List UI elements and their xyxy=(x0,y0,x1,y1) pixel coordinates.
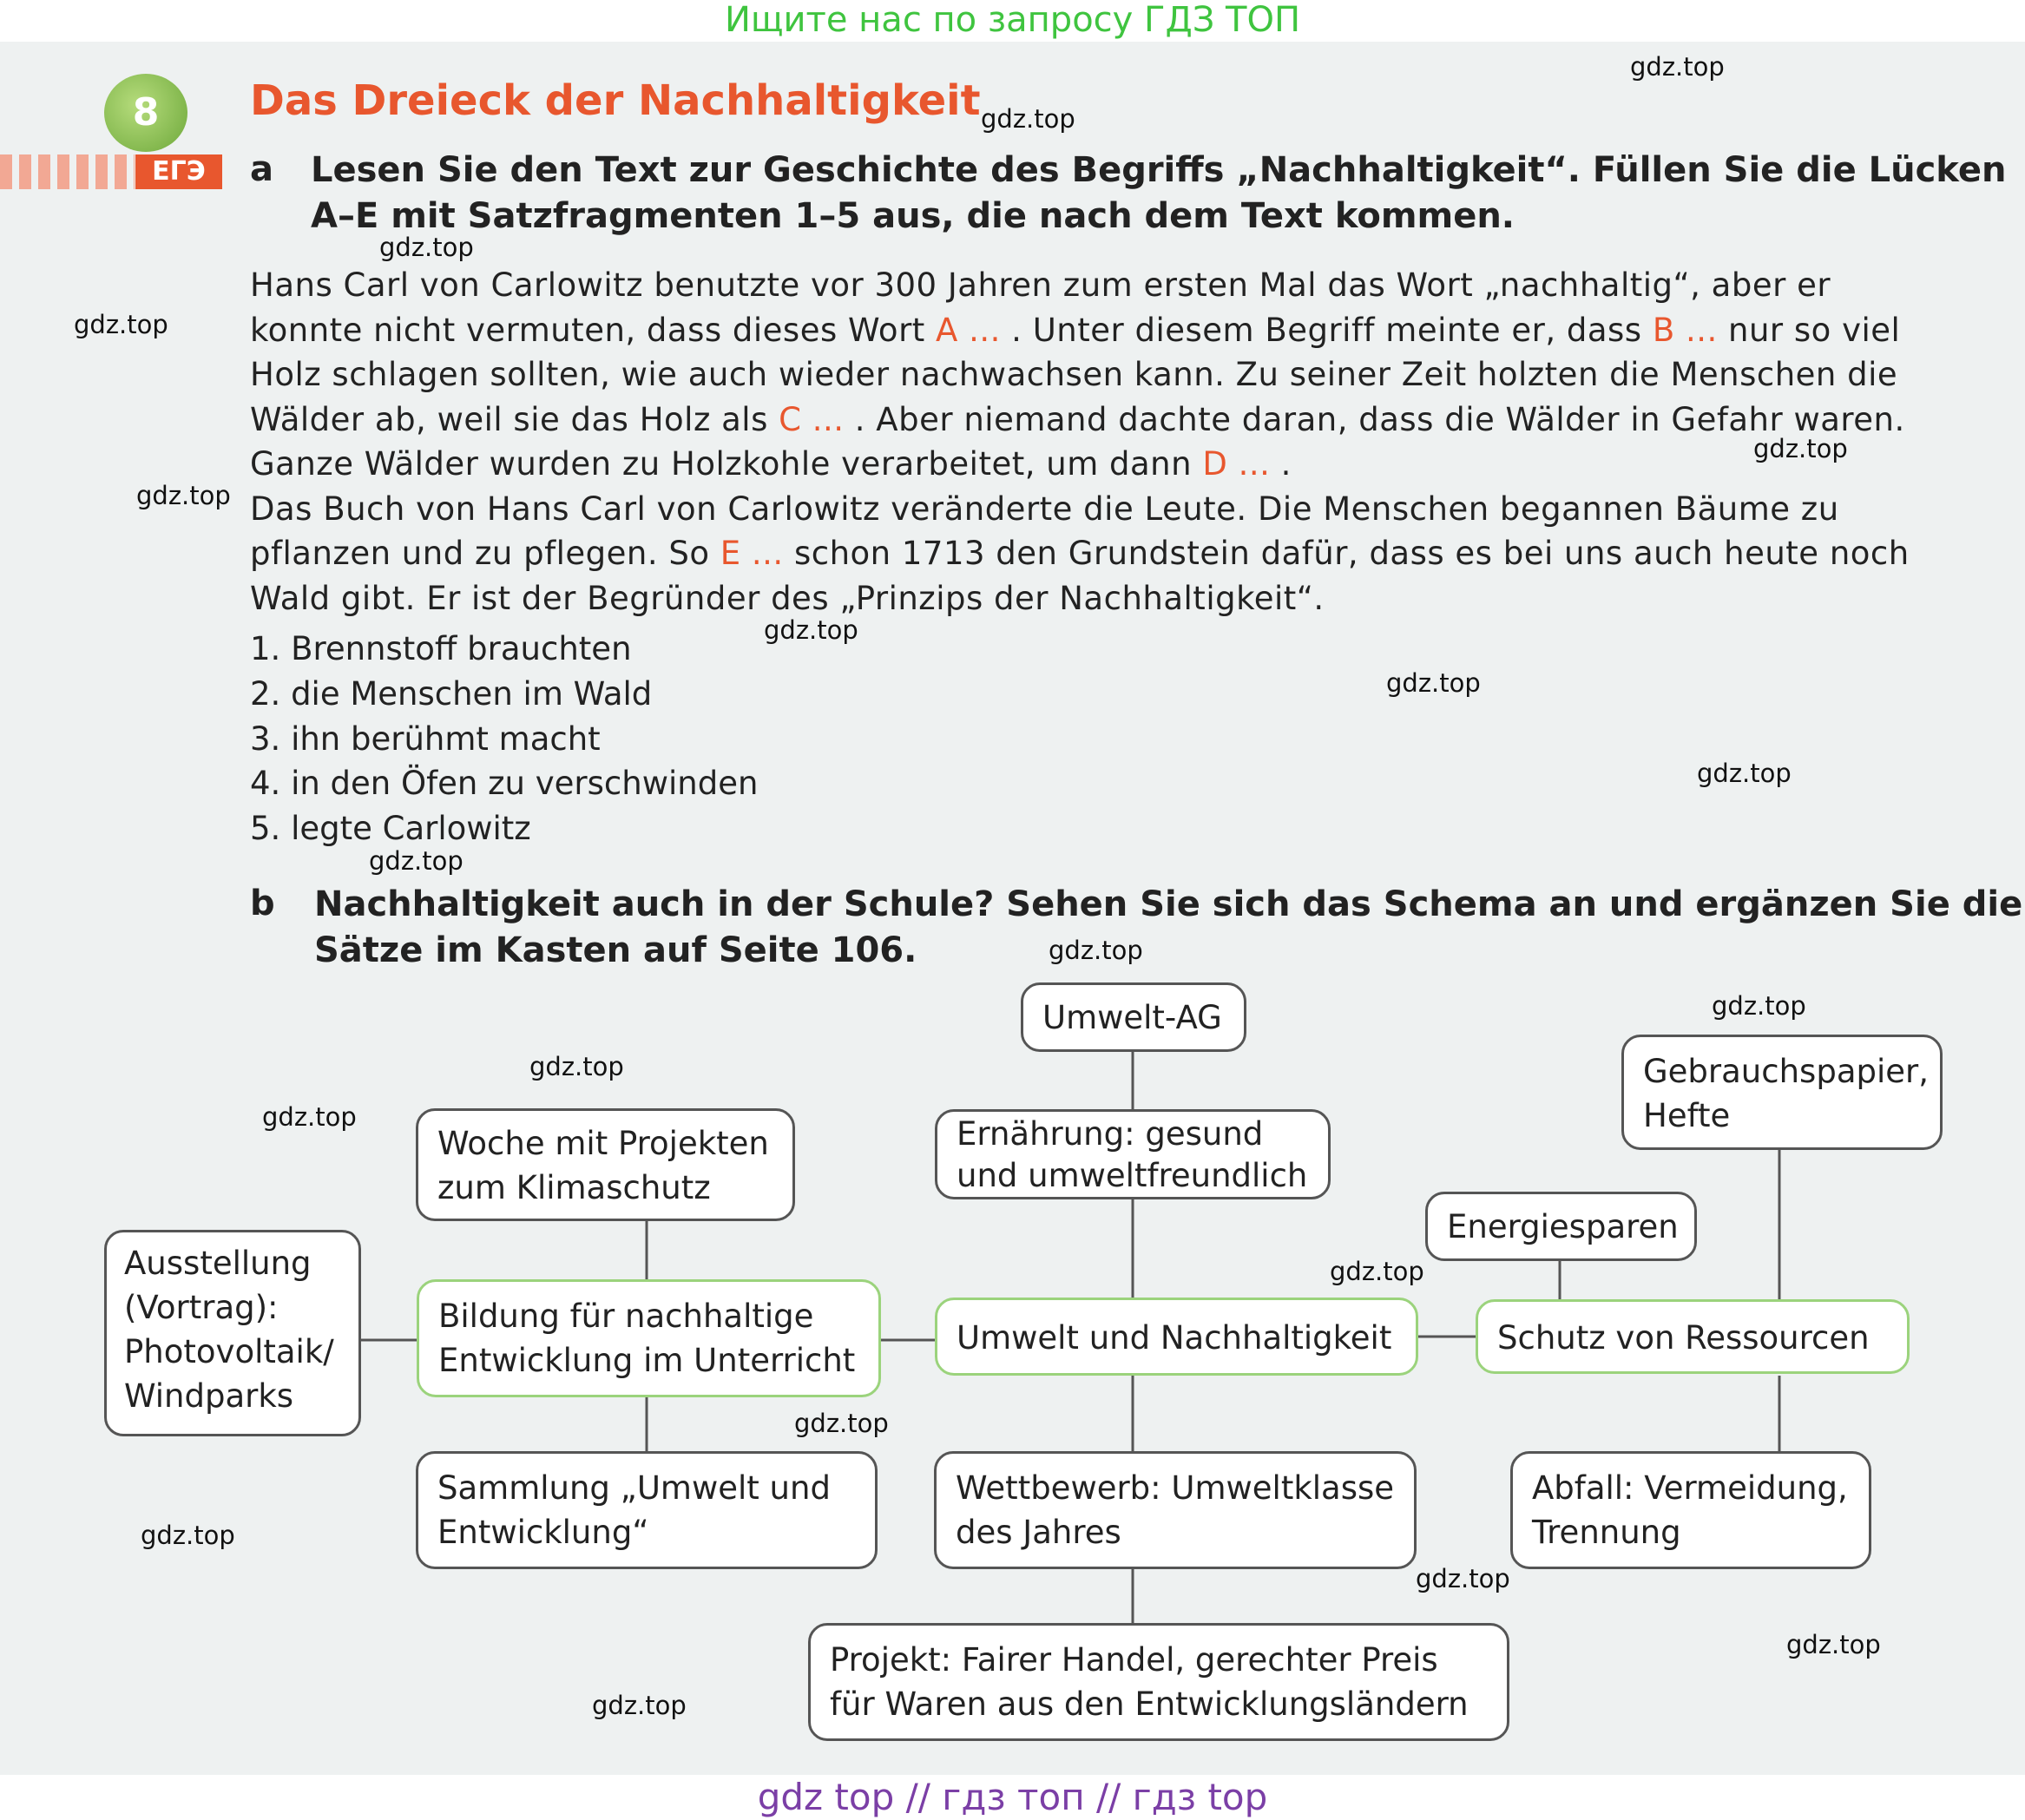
box-umwelt-ag xyxy=(1021,982,1246,1052)
fragment-item: 2. die Menschen im Wald xyxy=(250,675,653,713)
gap-e: E ... xyxy=(720,535,784,572)
box-bildung xyxy=(417,1279,881,1397)
box-label: Projekt: Fairer Handel, gerechter Preis xyxy=(830,1641,1438,1679)
watermark: gdz.top xyxy=(379,233,474,262)
gap-a: A ... xyxy=(936,312,1001,349)
watermark: gdz.top xyxy=(1753,434,1848,463)
watermark: gdz.top xyxy=(794,1409,889,1438)
box-sammlung xyxy=(416,1451,878,1569)
box-label: zum Klimaschutz xyxy=(437,1169,711,1206)
gap-b: B ... xyxy=(1652,312,1718,349)
watermark: gdz.top xyxy=(1697,759,1792,788)
top-banner: Ищите нас по запросу ГДЗ ТОП xyxy=(724,0,1301,40)
watermark: gdz.top xyxy=(1416,1564,1510,1593)
box-label: (Vortrag): xyxy=(124,1289,279,1326)
watermark: gdz.top xyxy=(1630,52,1725,82)
text-fragment: konnte nicht vermuten, dass dieses Wort xyxy=(250,312,937,349)
box-label: Windparks xyxy=(124,1377,294,1415)
box-label: Entwicklung“ xyxy=(437,1514,649,1551)
box-label: Hefte xyxy=(1643,1097,1731,1134)
watermark: gdz.top xyxy=(529,1052,624,1081)
watermark: gdz.top xyxy=(1330,1257,1424,1286)
box-wettbewerb xyxy=(934,1451,1417,1569)
task-a-instruction-line1: Lesen Sie den Text zur Geschichte des Begriffs „Nachhaltigkeit“. Füllen Sie die Lücken xyxy=(311,150,2007,190)
box-woche-klimaschutz xyxy=(416,1108,795,1221)
text-fragment: schon 1713 den Grundstein dafür, dass es bei uns auch heute noch xyxy=(783,535,1910,572)
box-label: Ausstellung xyxy=(124,1245,312,1282)
box-gebrauchspapier xyxy=(1621,1035,1943,1150)
text-fragment: nur so viel xyxy=(1717,312,1901,349)
box-label: Umwelt-AG xyxy=(1042,999,1222,1036)
box-ausstellung xyxy=(104,1230,361,1436)
task-a-letter: a xyxy=(250,149,273,189)
task-b-letter: b xyxy=(250,884,275,923)
watermark: gdz.top xyxy=(764,615,858,645)
text-fragment: Ganze Wälder wurden zu Holzkohle verarbeitet, um dann xyxy=(250,445,1203,483)
watermark: gdz.top xyxy=(141,1521,235,1550)
text-line: Hans Carl von Carlowitz benutzte vor 300 Jahren zum ersten Mal das Wort „nachhaltig“, aber er xyxy=(250,266,1831,304)
box-label: Abfall: Vermeidung, xyxy=(1532,1469,1848,1507)
watermark: gdz.top xyxy=(74,310,168,339)
gap-d: D ... xyxy=(1202,445,1271,483)
box-label: des Jahres xyxy=(956,1514,1121,1551)
box-label: Umwelt und Nachhaltigkeit xyxy=(957,1319,1392,1357)
box-label: Energiesparen xyxy=(1447,1208,1679,1245)
bottom-banner: gdz top // гдз топ // гдз top xyxy=(757,1776,1268,1818)
box-label: Ernährung: gesund xyxy=(957,1115,1264,1153)
box-ernaehrung xyxy=(935,1109,1331,1199)
fragment-item: 3. ihn berühmt macht xyxy=(250,720,601,758)
box-label: Entwicklung im Unterricht xyxy=(438,1342,856,1379)
text-fragment: . Unter diesem Begriff meinte er, dass xyxy=(1000,312,1653,349)
box-abfall xyxy=(1510,1451,1871,1569)
watermark: gdz.top xyxy=(1049,936,1143,965)
text-line: Holz schlagen sollten, wie auch wieder nachwachsen kann. Zu seiner Zeit holzten die Menschen die xyxy=(250,356,1898,393)
watermark: gdz.top xyxy=(369,846,464,876)
box-label: Bildung für nachhaltige xyxy=(438,1298,814,1335)
box-label: und umweltfreundlich xyxy=(957,1157,1308,1194)
box-label: Photovoltaik/ xyxy=(124,1333,334,1370)
text-line: Wald gibt. Er ist der Begründer des „Prinzips der Nachhaltigkeit“. xyxy=(250,580,1325,617)
watermark: gdz.top xyxy=(136,481,231,510)
task-b-instruction-line2: Sätze im Kasten auf Seite 106. xyxy=(314,930,917,970)
chapter-number-badge: 8 xyxy=(104,74,187,152)
box-label: Gebrauchspapier, xyxy=(1643,1053,1929,1090)
chapter-title: Das Dreieck der Nachhaltigkeit xyxy=(250,76,981,125)
box-umwelt-nachhaltigkeit xyxy=(935,1298,1418,1376)
watermark: gdz.top xyxy=(1712,991,1806,1021)
text-line: Das Buch von Hans Carl von Carlowitz veränderte die Leute. Die Menschen begannen Bäume zu xyxy=(250,490,1839,528)
text-fragment: . Aber niemand dachte daran, dass die Wälder in Gefahr waren. xyxy=(844,401,1905,438)
watermark: gdz.top xyxy=(1786,1630,1881,1659)
gap-c: C ... xyxy=(779,401,845,438)
watermark: gdz.top xyxy=(981,104,1075,134)
text-fragment: Wälder ab, weil sie das Holz als xyxy=(250,401,779,438)
ege-badge: ЕГЭ xyxy=(135,154,222,189)
box-energiesparen xyxy=(1425,1192,1697,1261)
box-label: Trennung xyxy=(1532,1514,1681,1551)
fragment-item: 1. Brennstoff brauchten xyxy=(250,630,632,667)
box-label: Schutz von Ressourcen xyxy=(1497,1319,1870,1357)
fragment-item: 5. legte Carlowitz xyxy=(250,810,531,847)
box-projekt-fairer-handel xyxy=(808,1623,1509,1741)
text-fragment: . xyxy=(1270,445,1292,483)
box-schutz-ressourcen xyxy=(1476,1299,1910,1374)
watermark: gdz.top xyxy=(592,1691,687,1720)
task-b-instruction-line1: Nachhaltigkeit auch in der Schule? Sehen Sie sich das Schema an und ergänzen Sie die xyxy=(314,884,2023,924)
fragment-item: 4. in den Öfen zu verschwinden xyxy=(250,765,759,802)
box-label: für Waren aus den Entwicklungsländern xyxy=(830,1685,1469,1723)
box-label: Woche mit Projekten xyxy=(437,1125,769,1162)
watermark: gdz.top xyxy=(1386,668,1481,698)
box-label: Wettbewerb: Umweltklasse xyxy=(956,1469,1395,1507)
watermark: gdz.top xyxy=(262,1102,357,1132)
text-fragment: pflanzen und zu pflegen. So xyxy=(250,535,720,572)
box-label: Sammlung „Umwelt und xyxy=(437,1469,831,1507)
task-a-instruction-line2: A–E mit Satzfragmenten 1–5 aus, die nach dem Text kommen. xyxy=(311,196,1515,236)
